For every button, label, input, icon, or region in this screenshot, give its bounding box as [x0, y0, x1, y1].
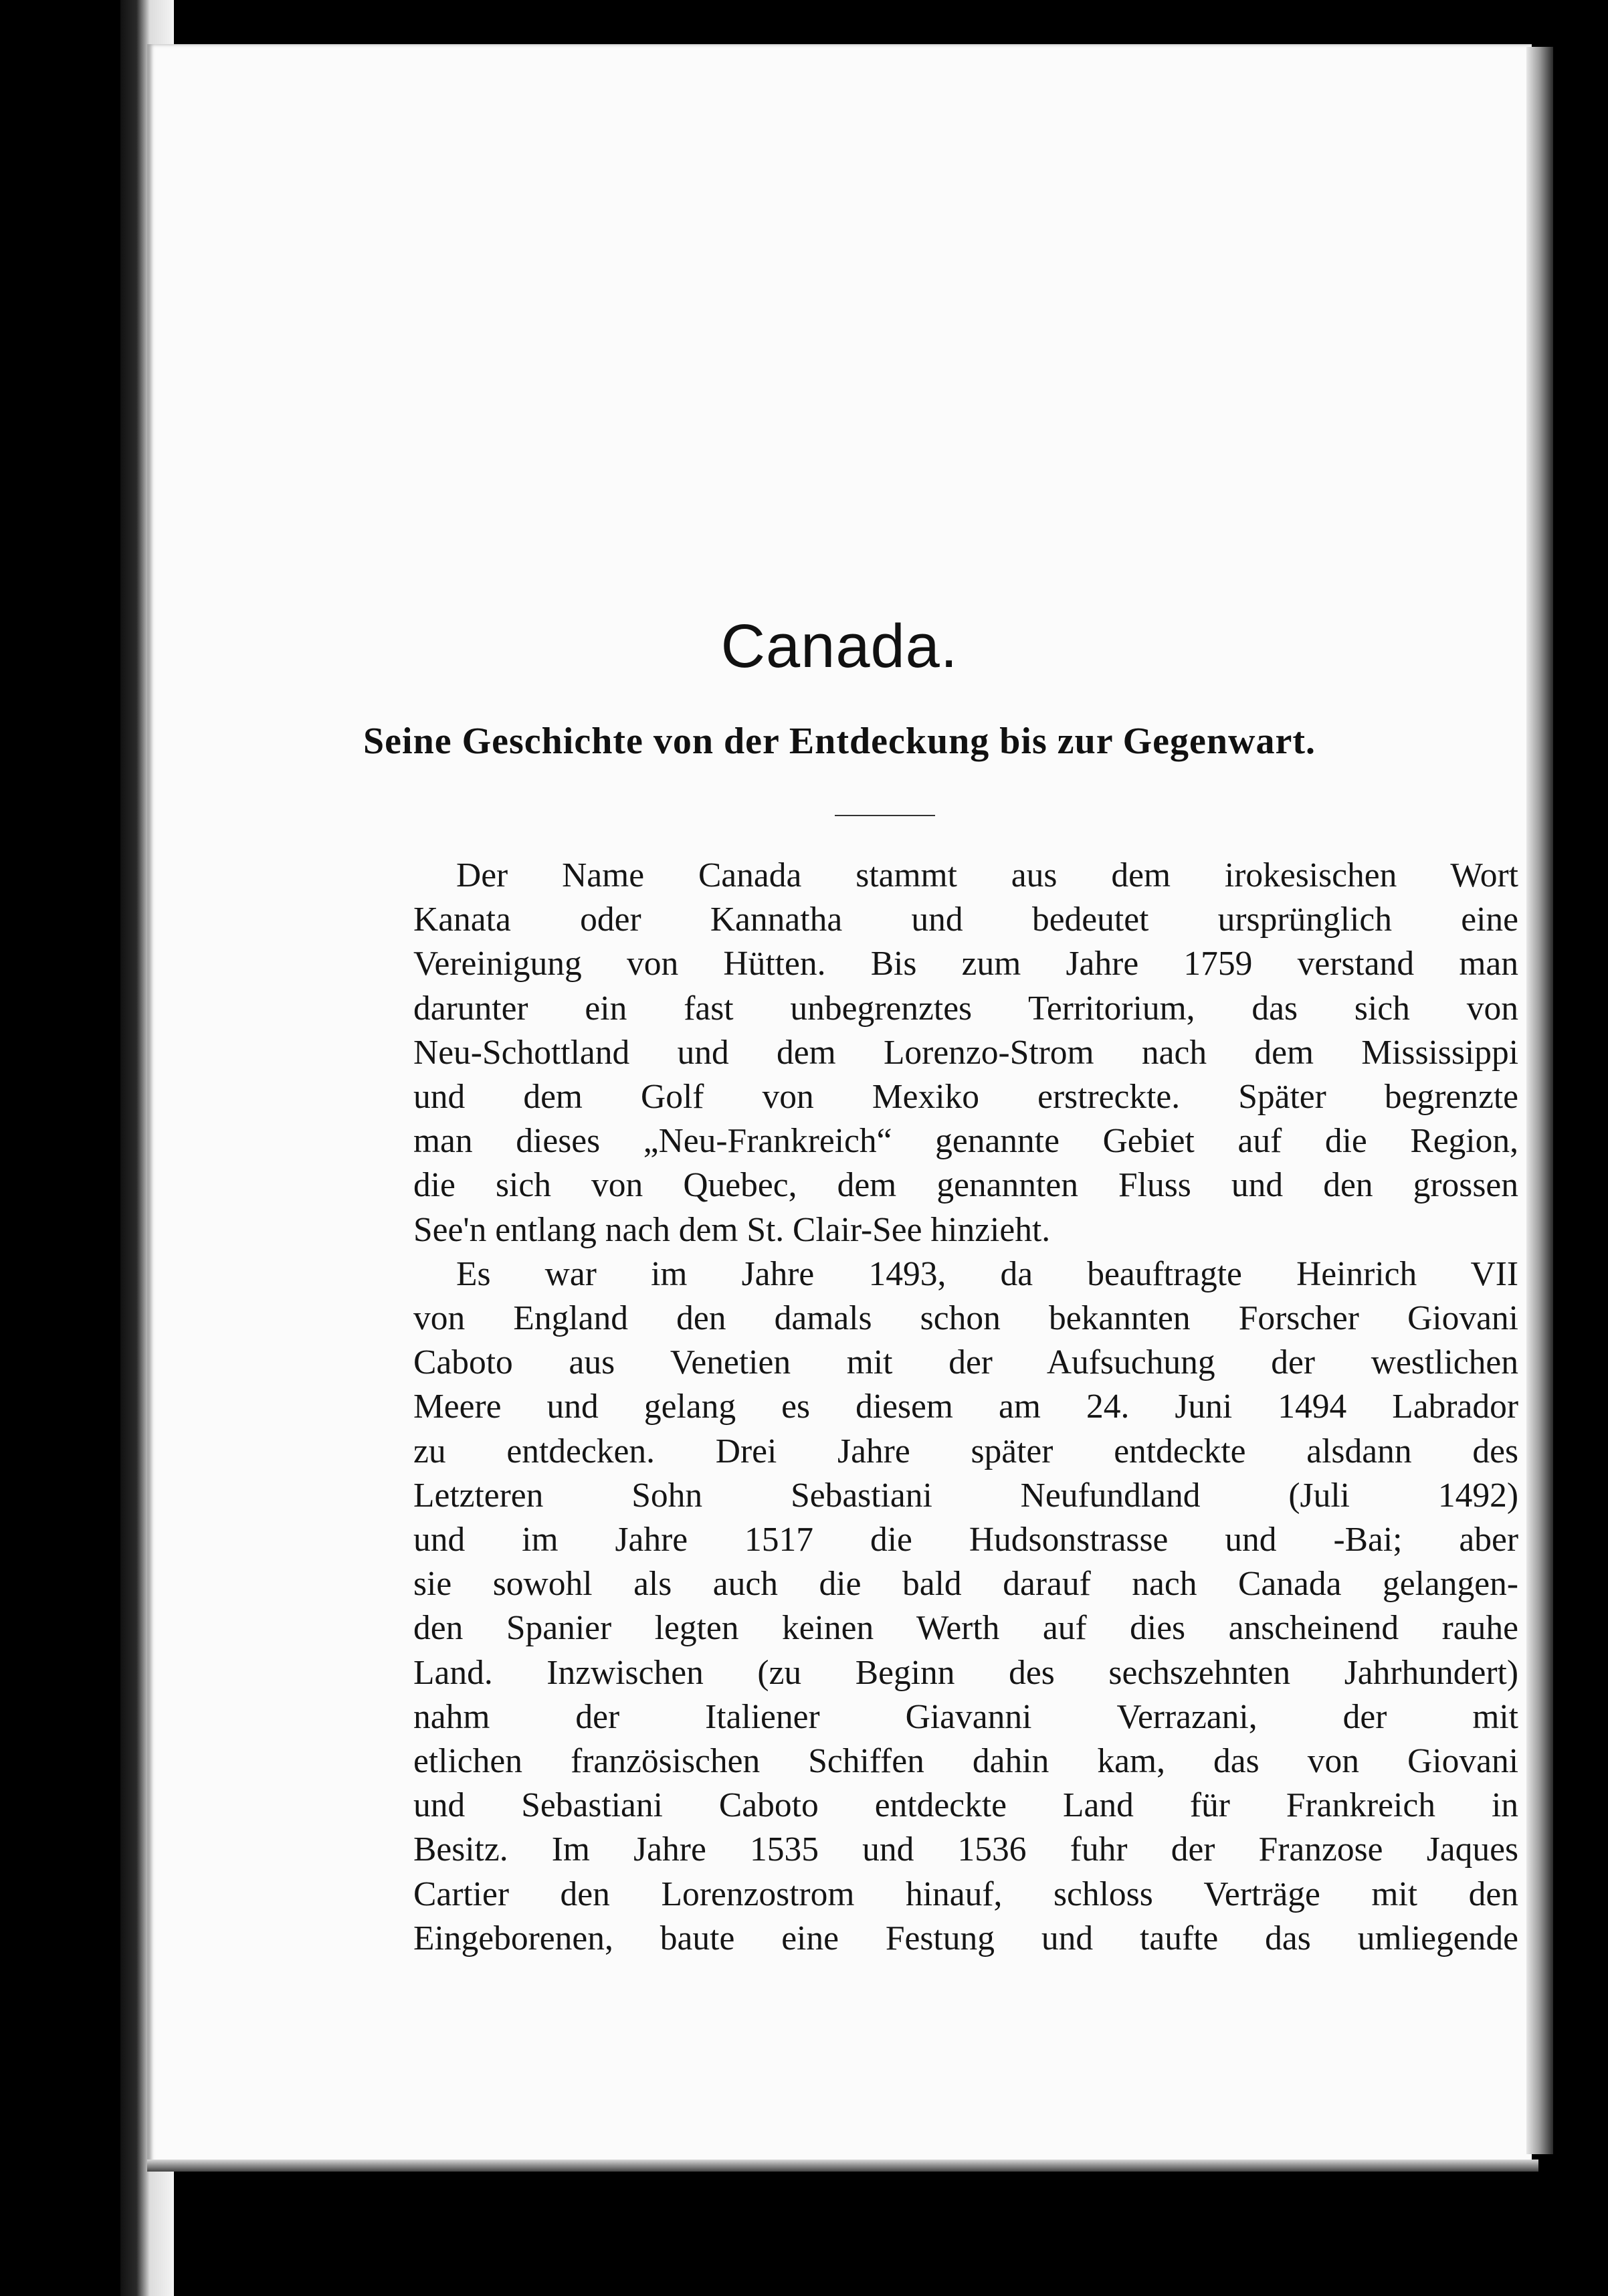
text-line: den Spanier legten keinen Werth auf dies anscheinend rauhe — [413, 1609, 1518, 1648]
text-line: sie sowohl als auch die bald darauf nach Canada gelangen- — [413, 1565, 1518, 1604]
text-line: zu entdecken. Drei Jahre später entdeckte alsdann des — [413, 1432, 1518, 1470]
text-line: darunter ein fast unbegrenztes Territorium, das sich von — [413, 989, 1518, 1028]
text-line: Cartier den Lorenzostrom hinauf, schloss Verträge mit den — [413, 1875, 1518, 1913]
text-line: Caboto aus Venetien mit der Aufsuchung der westlichen — [413, 1343, 1518, 1382]
text-line: Meere und gelang es diesem am 24. Juni 1494 Labrador — [413, 1388, 1518, 1426]
text-line: Eingeborenen, baute eine Festung und taufte das umliegende — [413, 1919, 1518, 1957]
text-line: Letzteren Sohn Sebastiani Neufundland (Juli 1492) — [413, 1476, 1518, 1515]
text-line: Land. Inzwischen (zu Beginn des sechszehnten Jahrhundert) — [413, 1653, 1518, 1692]
text-line: von England den damals schon bekannten Forscher Giovani — [413, 1299, 1518, 1338]
body-text — [413, 854, 1518, 1961]
text-line: Besitz. Im Jahre 1535 und 1536 fuhr der Franzose Jaques — [413, 1830, 1518, 1869]
book-page — [147, 44, 1532, 2164]
text-line: Kanata oder Kannatha und bedeutet ursprünglich eine — [413, 900, 1518, 939]
page-edge-shadow — [1526, 47, 1553, 2154]
text-line: See'n entlang nach dem St. Clair-See hinzieht. — [413, 1210, 1051, 1249]
page-title: Canada. — [720, 612, 959, 680]
text-line: und Sebastiani Caboto entdeckte Land für Frankreich in — [413, 1786, 1518, 1825]
text-line: Vereinigung von Hütten. Bis zum Jahre 1759 verstand man — [413, 945, 1518, 983]
page-bottom-shadow — [147, 2160, 1538, 2172]
text-line: die sich von Quebec, dem genannten Fluss und den grossen — [413, 1166, 1518, 1205]
text-line: nahm der Italiener Giavanni Verrazani, der mit — [413, 1697, 1518, 1736]
text-line: und im Jahre 1517 die Hudsonstrasse und -Bai; aber — [413, 1521, 1518, 1559]
title-divider — [835, 815, 935, 816]
text-line: Es war im Jahre 1493, da beauftragte Heinrich VII — [456, 1254, 1518, 1293]
text-line: Der Name Canada stammt aus dem irokesischen Wort — [456, 856, 1518, 894]
text-line: etlichen französischen Schiffen dahin kam, das von Giovani — [413, 1742, 1518, 1781]
text-line: Neu-Schottland und dem Lorenzo-Strom nach dem Mississippi — [413, 1033, 1518, 1072]
text-line: und dem Golf von Mexiko erstreckte. Später begrenzte — [413, 1078, 1518, 1117]
page-subtitle: Seine Geschichte von der Entdeckung bis zur Gegenwart. — [363, 721, 1316, 762]
text-line: man dieses „Neu-Frankreich“ genannte Gebiet auf die Region, — [413, 1122, 1518, 1161]
